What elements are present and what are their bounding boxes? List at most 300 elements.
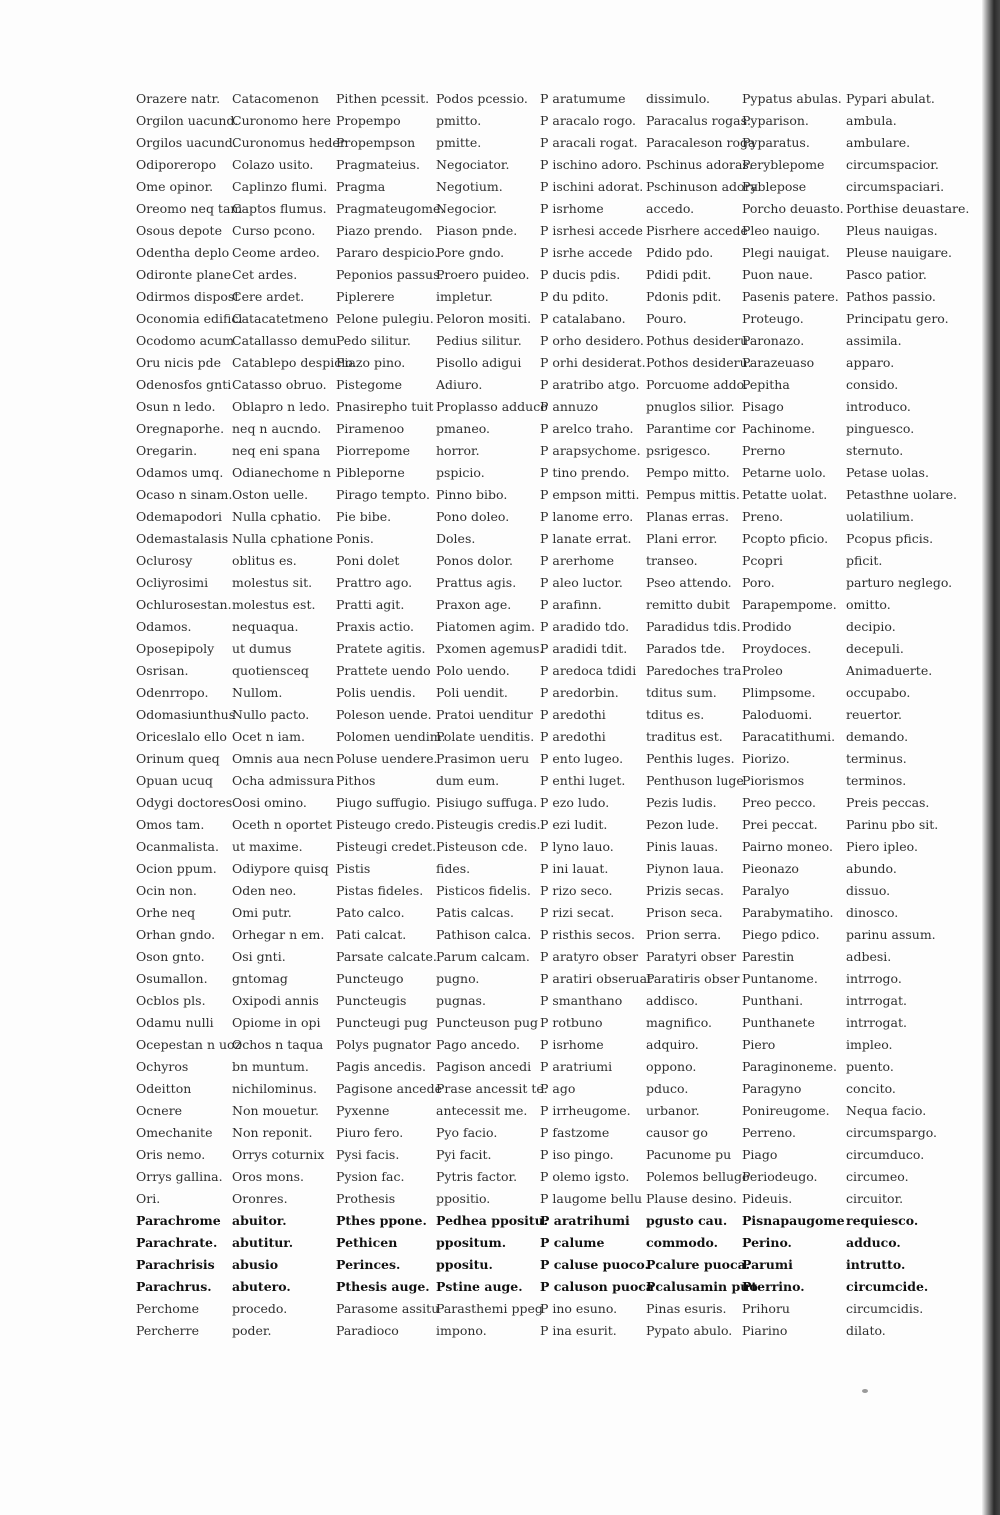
glossary-row — [136, 242, 964, 264]
glossary-cell: Negociator. — [436, 157, 510, 172]
glossary-cell: Ceome ardeo. — [232, 245, 320, 260]
glossary-row — [136, 682, 964, 704]
glossary-cell: Pachinome. — [742, 421, 816, 436]
glossary-cell: Pono doleo. — [436, 509, 510, 524]
glossary-row — [136, 572, 964, 594]
glossary-cell: Pinno bibo. — [436, 487, 508, 502]
glossary-cell: Oriceslalo ello — [136, 729, 227, 744]
glossary-cell: Poli uendit. — [436, 685, 508, 700]
glossary-row — [136, 1012, 964, 1034]
glossary-cell: Odenrropo. — [136, 685, 209, 700]
glossary-cell: P fastzome — [540, 1125, 610, 1140]
glossary-cell: Pcalure puoca. — [646, 1257, 751, 1272]
glossary-cell: Poluse uendere. — [336, 751, 438, 766]
glossary-cell: Adiuro. — [436, 377, 483, 392]
glossary-cell: Piplerere — [336, 289, 395, 304]
glossary-cell: Pschinus adoras. — [646, 157, 753, 172]
glossary-cell: Preis peccas. — [846, 795, 930, 810]
glossary-cell: neq n aucndo. — [232, 421, 322, 436]
glossary-cell: P aleo luctor. — [540, 575, 623, 590]
glossary-cell: Planas erras. — [646, 509, 729, 524]
glossary-cell: Puncteuson pug — [436, 1015, 539, 1030]
glossary-cell: P aratrihumi — [540, 1213, 630, 1228]
glossary-cell: Pideuis. — [742, 1191, 793, 1206]
glossary-cell: Pairno moneo. — [742, 839, 833, 854]
glossary-cell: pgusto cau. — [646, 1213, 728, 1228]
glossary-cell: Pypatus abulas. — [742, 91, 842, 106]
glossary-cell: P aratiri obseruat — [540, 971, 653, 986]
glossary-row — [136, 704, 964, 726]
glossary-cell: Oclurosy — [136, 553, 193, 568]
glossary-cell: Curonomus heder — [232, 135, 346, 150]
glossary-cell: Prerno — [742, 443, 786, 458]
glossary-cell: dissimulo. — [646, 91, 711, 106]
glossary-cell: horror. — [436, 443, 480, 458]
glossary-cell: Oxipodi annis — [232, 993, 319, 1008]
glossary-cell: Odironte plane — [136, 267, 232, 282]
glossary-cell: Prasimon ueru — [436, 751, 530, 766]
glossary-cell: Porcho deuasto. — [742, 201, 844, 216]
glossary-cell: Pati calcat. — [336, 927, 407, 942]
glossary-cell: Orgilos uacund. — [136, 135, 237, 150]
glossary-cell: abutero. — [232, 1279, 291, 1294]
glossary-cell: P ento lugeo. — [540, 751, 624, 766]
glossary-row — [136, 308, 964, 330]
glossary-cell: Parachrate. — [136, 1235, 218, 1250]
glossary-cell: Principatu gero. — [846, 311, 949, 326]
glossary-cell: Oblapro n ledo. — [232, 399, 330, 414]
glossary-cell: Piramenoo — [336, 421, 405, 436]
glossary-cell: Perchome — [136, 1301, 200, 1316]
glossary-cell: Parabymatiho. — [742, 905, 834, 920]
glossary-cell: Perinces. — [336, 1257, 401, 1272]
glossary-cell: Cere ardet. — [232, 289, 305, 304]
glossary-cell: Proteugo. — [742, 311, 804, 326]
glossary-cell: Patis calcas. — [436, 905, 515, 920]
glossary-cell: Pieonazo — [742, 861, 799, 876]
glossary-cell: P empson mitti. — [540, 487, 640, 502]
glossary-row — [136, 880, 964, 902]
glossary-cell: P ago — [540, 1081, 576, 1096]
glossary-row — [136, 550, 964, 572]
glossary-cell: Pysion fac. — [336, 1169, 405, 1184]
glossary-cell: Pisticos fidelis. — [436, 883, 531, 898]
glossary-cell: Poleson uende. — [336, 707, 432, 722]
glossary-cell: Pisteugis credis. — [436, 817, 541, 832]
glossary-cell: P ischino adoro. — [540, 157, 642, 172]
glossary-cell: Orinum queq — [136, 751, 220, 766]
glossary-cell: ambulare. — [846, 135, 911, 150]
glossary-cell: Parestin — [742, 949, 795, 964]
glossary-cell: Puncteugi pug — [336, 1015, 429, 1030]
glossary-cell: Ome opinor. — [136, 179, 214, 194]
glossary-cell: P aratriumi — [540, 1059, 613, 1074]
glossary-cell: Paradioco — [336, 1323, 399, 1338]
glossary-cell: abusio — [232, 1257, 279, 1272]
glossary-row — [136, 286, 964, 308]
glossary-cell: P ina esurit. — [540, 1323, 617, 1338]
glossary-cell: ppositio. — [436, 1191, 491, 1206]
glossary-cell: Puntanome. — [742, 971, 818, 986]
glossary-cell: dilato. — [846, 1323, 886, 1338]
glossary-cell: Pedhea ppositu. — [436, 1213, 549, 1228]
glossary-row — [136, 1122, 964, 1144]
glossary-row — [136, 1320, 964, 1342]
glossary-cell: demando. — [846, 729, 909, 744]
glossary-cell: Odamu nulli — [136, 1015, 214, 1030]
glossary-cell: Porthise deuastare. — [846, 201, 970, 216]
glossary-row — [136, 132, 964, 154]
glossary-cell: Podos pcessio. — [436, 91, 528, 106]
glossary-cell: Osun n ledo. — [136, 399, 216, 414]
glossary-cell: nequaqua. — [232, 619, 299, 634]
glossary-cell: Nulla cphatione — [232, 531, 333, 546]
glossary-cell: Porcuome addo. — [646, 377, 748, 392]
glossary-row — [136, 198, 970, 220]
glossary-cell: uolatilium. — [846, 509, 914, 524]
glossary-cell: tditus sum. — [646, 685, 717, 700]
glossary-cell: P ini lauat. — [540, 861, 609, 876]
glossary-cell: Plimpsome. — [742, 685, 816, 700]
glossary-cell: Orrys coturnix — [232, 1147, 325, 1162]
glossary-cell: ppositum. — [436, 1235, 507, 1250]
glossary-cell: procedo. — [232, 1301, 288, 1316]
glossary-cell: Piorizo. — [742, 751, 790, 766]
glossary-cell: Oreomo neq tam — [136, 201, 243, 216]
glossary-cell: P risthis secos. — [540, 927, 635, 942]
glossary-cell: Parumi — [742, 1257, 793, 1272]
glossary-cell: oppono. — [646, 1059, 697, 1074]
glossary-cell: Pempo mitto. — [646, 465, 730, 480]
glossary-cell: Parinu pbo sit. — [846, 817, 939, 832]
glossary-cell: bn muntum. — [232, 1059, 309, 1074]
glossary-cell: P aratribo atgo. — [540, 377, 640, 392]
glossary-cell: Paradidus tdis. — [646, 619, 741, 634]
glossary-cell: Ponireugome. — [742, 1103, 830, 1118]
glossary-cell: Nullom. — [232, 685, 283, 700]
glossary-cell: requiesco. — [846, 1213, 919, 1228]
glossary-cell: Prattete uendo — [336, 663, 431, 678]
glossary-cell: Piazo pino. — [336, 355, 406, 370]
glossary-cell: Periodeugo. — [742, 1169, 818, 1184]
glossary-cell: Pisteuson cde. — [436, 839, 528, 854]
glossary-row — [136, 902, 964, 924]
glossary-cell: Caplinzo flumi. — [232, 179, 328, 194]
glossary-cell: Peryblepome — [742, 157, 825, 172]
glossary-cell: P rotbuno — [540, 1015, 603, 1030]
glossary-cell: concito. — [846, 1081, 896, 1096]
glossary-row — [136, 1034, 964, 1056]
glossary-cell: Oru nicis pde — [136, 355, 222, 370]
glossary-cell: Praxis actio. — [336, 619, 415, 634]
glossary-cell: Curonomo here — [232, 113, 331, 128]
glossary-cell: Puncteugo — [336, 971, 404, 986]
glossary-cell: ut dumus — [232, 641, 292, 656]
glossary-cell: Polemos bellugo — [646, 1169, 750, 1184]
glossary-cell: circumduco. — [846, 1147, 925, 1162]
glossary-cell: Omnis aua necn — [232, 751, 334, 766]
glossary-cell: Parados tde. — [646, 641, 726, 656]
glossary-cell: Omechanite — [136, 1125, 213, 1140]
glossary-cell: Paraginoneme. — [742, 1059, 837, 1074]
ink-spot — [862, 1389, 868, 1393]
glossary-cell: Pratoi uenditur — [436, 707, 533, 722]
glossary-row — [136, 748, 964, 770]
glossary-cell: Parasome assitu — [336, 1301, 440, 1316]
glossary-cell: Ocliyrosimi — [136, 575, 209, 590]
glossary-cell: pspicio. — [436, 465, 485, 480]
glossary-cell: Pisrhere accede — [646, 223, 748, 238]
glossary-row — [136, 726, 964, 748]
glossary-cell: Parantime cor — [646, 421, 736, 436]
glossary-cell: Pdidi pdit. — [646, 267, 712, 282]
glossary-cell: Pyxenne — [336, 1103, 390, 1118]
glossary-cell: Curso pcono. — [232, 223, 316, 238]
glossary-cell: Ocepestan n uoz — [136, 1037, 242, 1052]
glossary-row — [136, 836, 964, 858]
glossary-cell: Oris nemo. — [136, 1147, 206, 1162]
glossary-cell: Penthis luges. — [646, 751, 735, 766]
glossary-cell: Parasthemi ppeg — [436, 1301, 543, 1316]
glossary-cell: parturo neglego. — [846, 575, 953, 590]
glossary-cell: Nullo pacto. — [232, 707, 310, 722]
glossary-cell: Animaduerte. — [846, 663, 933, 678]
glossary-cell: circumcidis. — [846, 1301, 924, 1316]
glossary-cell: Odiypore quisq — [232, 861, 329, 876]
glossary-cell: tditus es. — [646, 707, 705, 722]
glossary-cell: ut maxime. — [232, 839, 303, 854]
glossary-cell: Pagis ancedis. — [336, 1059, 426, 1074]
glossary-cell: Catasso obruo. — [232, 377, 327, 392]
glossary-row — [136, 1254, 964, 1276]
glossary-cell: Peloron mositi. — [436, 311, 532, 326]
glossary-row — [136, 1276, 964, 1298]
glossary-cell: Proleo — [742, 663, 783, 678]
glossary-cell: Ochlurosestan. — [136, 597, 232, 612]
glossary-cell: Pothos desideru. — [646, 355, 752, 370]
glossary-cell: ppositu. — [436, 1257, 493, 1272]
glossary-cell: Catacatetmeno — [232, 311, 329, 326]
glossary-cell: Catallasso demu — [232, 333, 337, 348]
glossary-cell: P rizo seco. — [540, 883, 613, 898]
glossary-cell: Petasthne uolare. — [846, 487, 958, 502]
glossary-cell: Pothus desideru — [646, 333, 749, 348]
glossary-cell: molestus sit. — [232, 575, 313, 590]
glossary-cell: Pato calco. — [336, 905, 405, 920]
glossary-cell: Omos tam. — [136, 817, 205, 832]
glossary-row — [136, 110, 964, 132]
glossary-cell: Oregarin. — [136, 443, 198, 458]
glossary-cell: Parsate calcate. — [336, 949, 437, 964]
glossary-cell: decepuli. — [846, 641, 904, 656]
glossary-cell: Piero ipleo. — [846, 839, 918, 854]
glossary-cell: Preo pecco. — [742, 795, 816, 810]
glossary-cell: Prase ancessit te. — [436, 1081, 548, 1096]
glossary-cell: Pisteugo credo. — [336, 817, 435, 832]
glossary-cell: P du pdito. — [540, 289, 609, 304]
glossary-cell: Proero puideo. — [436, 267, 530, 282]
glossary-cell: P aratumume — [540, 91, 626, 106]
glossary-cell: P ezo ludo. — [540, 795, 610, 810]
glossary-cell: assimila. — [846, 333, 902, 348]
glossary-cell: Pinis lauas. — [646, 839, 719, 854]
glossary-cell: Piarino — [742, 1323, 788, 1338]
glossary-cell: accedo. — [646, 201, 695, 216]
glossary-cell: circumspargo. — [846, 1125, 938, 1140]
glossary-cell: P calume — [540, 1235, 605, 1250]
glossary-cell: Ori. — [136, 1191, 161, 1206]
glossary-cell: fides. — [436, 861, 471, 876]
glossary-cell: Praxon age. — [436, 597, 512, 612]
glossary-cell: Pisiugo suffuga. — [436, 795, 538, 810]
glossary-cell: Puncteugis — [336, 993, 407, 1008]
glossary-cell: P arelco traho. — [540, 421, 634, 436]
glossary-cell: Peponios passus. — [336, 267, 444, 282]
glossary-cell: P aracalo rogo. — [540, 113, 636, 128]
glossary-row — [136, 660, 964, 682]
glossary-cell: Petatte uolat. — [742, 487, 828, 502]
glossary-cell: Pago ancedo. — [436, 1037, 520, 1052]
glossary-cell: Pistas fideles. — [336, 883, 424, 898]
glossary-cell: Plani error. — [646, 531, 718, 546]
glossary-cell: adquiro. — [646, 1037, 699, 1052]
glossary-cell: pmitte. — [436, 135, 482, 150]
glossary-cell: P aratyro obser — [540, 949, 639, 964]
glossary-cell: sternuto. — [846, 443, 904, 458]
glossary-cell: Propempson — [336, 135, 416, 150]
glossary-cell: nichilominus. — [232, 1081, 317, 1096]
glossary-cell: P isrhome — [540, 201, 604, 216]
glossary-cell: magnifico. — [646, 1015, 712, 1030]
glossary-cell: Pratti agit. — [336, 597, 405, 612]
glossary-cell: Piorrepome — [336, 443, 411, 458]
glossary-cell: Osous depote — [136, 223, 222, 238]
glossary-cell: Pedius silitur. — [436, 333, 522, 348]
glossary-cell: Oronres. — [232, 1191, 288, 1206]
glossary-cell: molestus est. — [232, 597, 316, 612]
glossary-cell: Non reponit. — [232, 1125, 313, 1140]
glossary-cell: traditus est. — [646, 729, 723, 744]
glossary-cell: P arapsychome. — [540, 443, 641, 458]
glossary-cell: Pedo silitur. — [336, 333, 411, 348]
page-edge — [982, 0, 1000, 1515]
glossary-cell: Oros mons. — [232, 1169, 304, 1184]
glossary-cell: Parazeuaso — [742, 355, 815, 370]
glossary-cell: Paredoches tra — [646, 663, 742, 678]
glossary-cell: poder. — [232, 1323, 272, 1338]
glossary-cell: Pararo despicio. — [336, 245, 439, 260]
glossary-cell: impletur. — [436, 289, 493, 304]
glossary-cell: Pisollo adigui — [436, 355, 522, 370]
glossary-row — [136, 1100, 964, 1122]
glossary-cell: Piego pdico. — [742, 927, 820, 942]
glossary-cell: Pempus mittis. — [646, 487, 740, 502]
glossary-cell: intrutto. — [846, 1257, 906, 1272]
glossary-row — [136, 1078, 964, 1100]
glossary-cell: remitto dubit — [646, 597, 730, 612]
glossary-cell: Proplasso adduco — [436, 399, 548, 414]
glossary-cell: P laugome bellu — [540, 1191, 643, 1206]
glossary-cell: Pouro. — [646, 311, 687, 326]
glossary-cell: Polis uendis. — [336, 685, 416, 700]
glossary-cell: Pragma — [336, 179, 386, 194]
glossary-cell: oblitus es. — [232, 553, 297, 568]
glossary-row — [136, 330, 964, 352]
glossary-cell: P isrhesi accede — [540, 223, 643, 238]
glossary-row — [136, 792, 964, 814]
glossary-cell: Pcopus pficis. — [846, 531, 934, 546]
glossary-cell: Odentha deplo — [136, 245, 230, 260]
glossary-row — [136, 858, 964, 880]
glossary-row — [136, 528, 964, 550]
glossary-cell: Punthanete — [742, 1015, 815, 1030]
glossary-cell: reuertor. — [846, 707, 902, 722]
glossary-cell: P arafinn. — [540, 597, 602, 612]
glossary-cell: Orrys gallina. — [136, 1169, 223, 1184]
glossary-cell: Piago — [742, 1147, 778, 1162]
glossary-cell: Paracaleson roga — [646, 135, 756, 150]
glossary-cell: puento. — [846, 1059, 894, 1074]
glossary-cell: Propempo — [336, 113, 401, 128]
glossary-cell: Pcalusamin puo — [646, 1279, 758, 1294]
glossary-row — [136, 88, 964, 110]
glossary-cell: P annuzo — [540, 399, 599, 414]
glossary-cell: Pragmateugome. — [336, 201, 445, 216]
glossary-cell: P caluse puoco. — [540, 1257, 649, 1272]
glossary-cell: Pepitha — [742, 377, 790, 392]
glossary-cell: Odamos. — [136, 619, 192, 634]
glossary-cell: Pseo attendo. — [646, 575, 732, 590]
glossary-cell: Proydoces. — [742, 641, 812, 656]
glossary-cell: occupabo. — [846, 685, 911, 700]
glossary-cell: Plegi nauigat. — [742, 245, 830, 260]
glossary-cell: Nulla cphatio. — [232, 509, 322, 524]
glossary-cell: Piuro fero. — [336, 1125, 404, 1140]
glossary-cell: Pie bibe. — [336, 509, 392, 524]
glossary-cell: P rizi secat. — [540, 905, 615, 920]
glossary-row — [136, 374, 964, 396]
glossary-cell: P irrheugome. — [540, 1103, 631, 1118]
glossary-cell: Pyparison. — [742, 113, 809, 128]
glossary-cell: circuitor. — [846, 1191, 904, 1206]
glossary-cell: Poni dolet — [336, 553, 400, 568]
glossary-cell: Parachrisis — [136, 1257, 215, 1272]
glossary-cell: P tino prendo. — [540, 465, 630, 480]
glossary-cell: P aredothi — [540, 707, 606, 722]
glossary-cell: consido. — [846, 377, 899, 392]
glossary-cell: abundo. — [846, 861, 897, 876]
glossary-cell: Pyo facio. — [436, 1125, 498, 1140]
glossary-cell: impleo. — [846, 1037, 893, 1052]
glossary-cell: Ocaso n sinam. — [136, 487, 233, 502]
glossary-cell: Ocet n iam. — [232, 729, 305, 744]
glossary-cell: Prothesis — [336, 1191, 396, 1206]
glossary-cell: Punthani. — [742, 993, 804, 1008]
glossary-cell: P isrhome — [540, 1037, 604, 1052]
glossary-cell: adduco. — [846, 1235, 901, 1250]
glossary-cell: Pragmateius. — [336, 157, 421, 172]
glossary-cell: impono. — [436, 1323, 487, 1338]
glossary-cell: Pithos — [336, 773, 376, 788]
glossary-cell: pmitto. — [436, 113, 482, 128]
glossary-cell: P aredothi — [540, 729, 606, 744]
glossary-cell: Pagison ancedi — [436, 1059, 532, 1074]
glossary-cell: Osumallon. — [136, 971, 208, 986]
glossary-cell: P lanate errat. — [540, 531, 632, 546]
glossary-cell: P aradidi tdit. — [540, 641, 628, 656]
glossary-cell: Paronazo. — [742, 333, 805, 348]
glossary-cell: Prodido — [742, 619, 792, 634]
